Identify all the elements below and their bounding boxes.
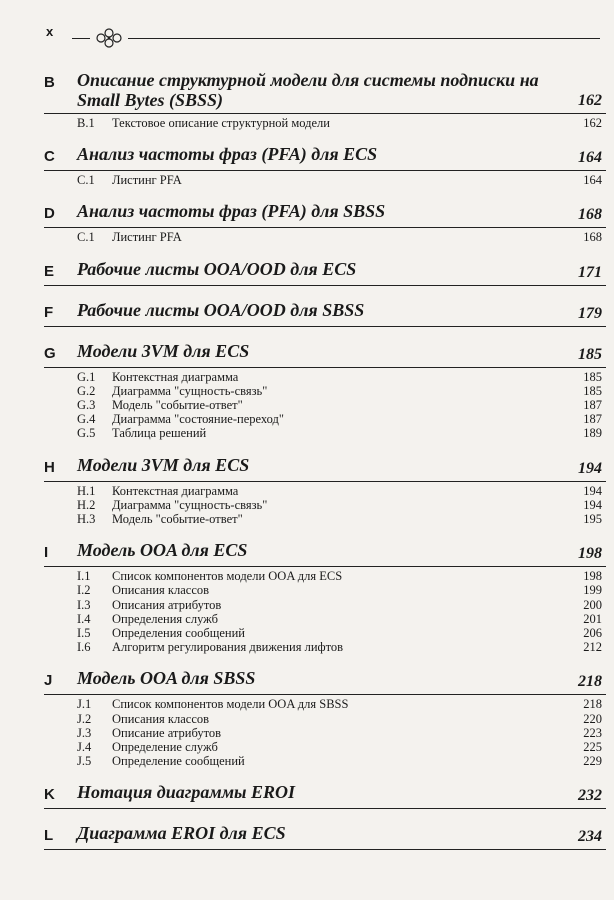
section-page-number: 194 — [578, 459, 602, 477]
header-rule — [72, 38, 600, 39]
subsection-number: J.2 — [77, 711, 92, 726]
subsection-number: H.1 — [77, 483, 96, 498]
toc-section — [44, 668, 606, 782]
subsection-number: I.3 — [77, 597, 91, 612]
subsection-title: Описания классов — [112, 583, 210, 598]
subsection-page-number: 185 — [583, 383, 602, 398]
subsection-number: C.1 — [77, 230, 95, 245]
section-page-number: 162 — [578, 92, 602, 109]
subsection-page-number: 206 — [583, 626, 602, 641]
section-heading[interactable] — [44, 823, 606, 850]
subsection-page-number: 212 — [583, 640, 602, 655]
section-title: Рабочие листы OOA/OOD для ECS — [77, 258, 357, 279]
section-heading[interactable] — [44, 259, 606, 286]
subsection-title: Модель "событие-ответ" — [112, 398, 243, 413]
subsection-entry[interactable] — [77, 712, 606, 726]
section-letter: I — [44, 544, 49, 562]
ornament-icon — [90, 28, 128, 48]
subsection-page-number: 187 — [583, 412, 602, 427]
subsection-entry[interactable] — [77, 598, 606, 612]
subsection-entry[interactable] — [77, 754, 606, 768]
subsection-page-number: 225 — [583, 740, 602, 755]
subsection-list — [44, 116, 606, 130]
section-heading[interactable] — [44, 668, 606, 695]
subsection-page-number: 162 — [583, 116, 602, 130]
subsection-entry[interactable] — [77, 740, 606, 754]
section-letter: J — [44, 672, 53, 690]
subsection-title: Определение сообщений — [112, 754, 245, 769]
section-title: Рабочие листы OOA/OOD для SBSS — [77, 299, 365, 320]
subsection-entry[interactable] — [77, 697, 606, 711]
subsection-page-number: 185 — [583, 369, 602, 384]
subsection-title: Листинг PFA — [112, 230, 182, 245]
subsection-page-number: 229 — [583, 754, 602, 769]
section-letter: C — [44, 148, 55, 166]
subsection-number: G.1 — [77, 369, 96, 384]
section-page-number: 164 — [578, 149, 602, 167]
subsection-entry[interactable] — [77, 498, 606, 512]
section-letter: D — [44, 205, 55, 223]
subsection-title: Текстовое описание структурной модели — [112, 116, 330, 130]
subsection-page-number: 194 — [583, 497, 602, 512]
subsection-entry[interactable] — [77, 640, 606, 654]
section-letter: G — [44, 344, 56, 362]
subsection-entry[interactable] — [77, 370, 606, 384]
toc-section — [44, 823, 606, 864]
section-page-number: 171 — [578, 263, 602, 281]
section-letter: F — [44, 303, 54, 321]
section-heading[interactable] — [44, 144, 606, 171]
section-title: Анализ частоты фраз (PFA) для ECS — [77, 144, 378, 165]
subsection-number: C.1 — [77, 173, 95, 188]
subsection-page-number: 164 — [583, 173, 602, 188]
subsection-title: Таблица решений — [112, 426, 207, 441]
toc-section — [44, 70, 606, 144]
section-page-number: 234 — [578, 828, 602, 846]
subsection-number: J.3 — [77, 725, 92, 740]
section-page-number: 179 — [578, 304, 602, 322]
toc-section — [44, 144, 606, 201]
subsection-entry[interactable] — [77, 116, 606, 130]
section-letter: L — [44, 827, 54, 845]
subsection-entry[interactable] — [77, 626, 606, 640]
subsection-number: J.4 — [77, 740, 92, 755]
toc-section — [44, 540, 606, 668]
section-title: Модель OOA для SBSS — [77, 668, 256, 689]
subsection-number: G.3 — [77, 398, 96, 413]
subsection-entry[interactable] — [77, 569, 606, 583]
section-title: Диаграмма EROI для ECS — [77, 823, 286, 844]
subsection-number: I.5 — [77, 626, 91, 641]
subsection-title: Листинг PFA — [112, 173, 182, 188]
section-letter: B — [44, 74, 55, 91]
subsection-list — [44, 173, 606, 187]
subsection-title: Описание атрибутов — [112, 725, 222, 740]
section-page-number: 218 — [578, 673, 602, 691]
subsection-entry[interactable] — [77, 583, 606, 597]
subsection-title: Определения сообщений — [112, 626, 245, 641]
subsection-title: Контекстная диаграмма — [112, 369, 239, 384]
subsection-entry[interactable] — [77, 230, 606, 244]
section-heading[interactable] — [44, 70, 606, 114]
section-heading[interactable] — [44, 201, 606, 228]
subsection-page-number: 220 — [583, 711, 602, 726]
subsection-number: H.3 — [77, 512, 96, 527]
subsection-number: I.6 — [77, 640, 91, 655]
subsection-entry[interactable] — [77, 412, 606, 426]
subsection-number: G.4 — [77, 412, 96, 427]
toc-section — [44, 455, 606, 541]
toc-section — [44, 259, 606, 300]
section-heading[interactable] — [44, 300, 606, 327]
section-page-number: 185 — [578, 345, 602, 363]
section-letter: K — [44, 786, 55, 804]
subsection-title: Список компонентов модели OOA для SBSS — [112, 697, 349, 712]
toc-section — [44, 341, 606, 455]
subsection-entry[interactable] — [77, 726, 606, 740]
section-title: Модели 3VM для ECS — [77, 454, 250, 475]
page-header — [0, 0, 614, 50]
subsection-list — [44, 484, 606, 527]
subsection-title: Диаграмма "сущность-связь" — [112, 497, 268, 512]
subsection-page-number: 200 — [583, 597, 602, 612]
toc-section — [44, 300, 606, 341]
subsection-title: Определения служб — [112, 611, 218, 626]
subsection-entry[interactable] — [77, 398, 606, 412]
subsection-title: Описания атрибутов — [112, 597, 222, 612]
subsection-page-number: 187 — [583, 398, 602, 413]
subsection-page-number: 201 — [583, 611, 602, 626]
subsection-number: I.2 — [77, 583, 91, 598]
subsection-number: G.5 — [77, 426, 96, 441]
section-title: Анализ частоты фраз (PFA) для SBSS — [77, 201, 386, 222]
subsection-number: G.2 — [77, 383, 96, 398]
subsection-page-number: 198 — [583, 569, 602, 584]
subsection-page-number: 194 — [583, 483, 602, 498]
subsection-number: B.1 — [77, 116, 95, 130]
table-of-contents — [44, 70, 606, 864]
subsection-page-number: 189 — [583, 426, 602, 441]
subsection-list — [44, 370, 606, 441]
toc-section — [44, 201, 606, 258]
section-heading[interactable] — [44, 782, 606, 809]
subsection-title: Список компонентов модели OOA для ECS — [112, 569, 343, 584]
subsection-entry[interactable] — [77, 484, 606, 498]
section-page-number: 168 — [578, 206, 602, 224]
subsection-entry[interactable] — [77, 612, 606, 626]
subsection-title: Диаграмма "сущность-связь" — [112, 383, 268, 398]
subsection-page-number: 199 — [583, 583, 602, 598]
subsection-number: I.4 — [77, 611, 91, 626]
subsection-number: J.1 — [77, 697, 92, 712]
page-number: x — [46, 24, 54, 39]
subsection-entry[interactable] — [77, 384, 606, 398]
subsection-page-number: 223 — [583, 725, 602, 740]
section-title: Нотация диаграммы EROI — [77, 782, 296, 803]
subsection-page-number: 195 — [583, 512, 602, 527]
subsection-list — [44, 697, 606, 768]
subsection-number: I.1 — [77, 569, 91, 584]
section-title: Описание структурной модели для системы подписки на Small Bytes (SBSS) — [77, 70, 539, 110]
subsection-number: H.2 — [77, 497, 96, 512]
section-page-number: 198 — [578, 545, 602, 563]
subsection-title: Диаграмма "состояние-переход" — [112, 412, 285, 427]
toc-section — [44, 782, 606, 823]
section-title: Модели 3VM для ECS — [77, 340, 250, 361]
subsection-entry[interactable] — [77, 173, 606, 187]
subsection-entry[interactable] — [77, 512, 606, 526]
section-page-number: 232 — [578, 787, 602, 805]
subsection-title: Описания классов — [112, 711, 210, 726]
subsection-title: Определение служб — [112, 740, 218, 755]
subsection-list — [44, 569, 606, 654]
subsection-title: Алгоритм регулирования движения лифтов — [112, 640, 344, 655]
subsection-title: Модель "событие-ответ" — [112, 512, 243, 527]
section-letter: E — [44, 262, 55, 280]
section-heading[interactable] — [44, 540, 606, 567]
subsection-number: J.5 — [77, 754, 92, 769]
subsection-page-number: 218 — [583, 697, 602, 712]
subsection-entry[interactable] — [77, 426, 606, 440]
subsection-page-number: 168 — [583, 230, 602, 245]
section-heading[interactable] — [44, 455, 606, 482]
section-heading[interactable] — [44, 341, 606, 368]
subsection-title: Контекстная диаграмма — [112, 483, 239, 498]
section-title: Модель OOA для ECS — [77, 540, 248, 561]
section-letter: H — [44, 458, 55, 476]
subsection-list — [44, 230, 606, 244]
